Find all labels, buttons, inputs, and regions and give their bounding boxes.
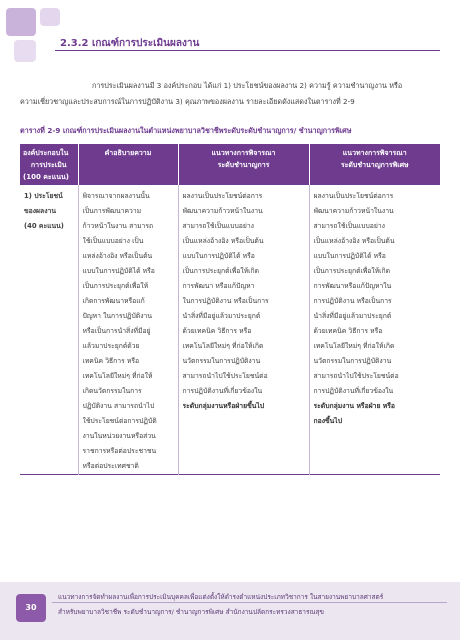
level-2-emphasis-1: ระดับกลุ่มงาน หรือฝ่าย หรือ [313, 402, 396, 410]
section-title: 2.3.2 เกณฑ์การประเมินผลงาน [60, 38, 200, 49]
level-1-cell: ผลงานเป็นประโยชน์ต่อการ พัฒนาความก้าวหน้าในงาน สามารถใช้เป็นแบบอย่าง เป็นแหล่งอ้างอิง หรือเป็นต้น แบบในการปฏิบัติได้ หรือ เป็นการประยุกต์เพื่อให้เกิด การพัฒนา หรือแก้ปัญหา ในการปฏิบัติงาน หรือเป็นการ นำสิ่งที่มีอยู่แล้วมาประยุกต์ ด้วยเทคนิค วิธีการ หรือ เทคโนโลยีใหม่ๆ ที่ก่อให้เกิด นวัตกรรมในการปฏิบัติงาน สามารถนำไปใช้ประโยชน์ต่อ การปฏิบัติงานที่เกี่ยวข้องใน ระดับกลุ่มงานหรือฝ่ายขึ้นไป [178, 185, 309, 475]
header-level-1: แนวทางการพิจารณา ระดับชำนาญการ [178, 144, 309, 185]
section-rule [55, 50, 440, 51]
footer-title-line-2: สำหรับพยาบาลวิชาชีพ ระดับชำนาญการ/ ชำนาญการพิเศษ สำนักงานปลัดกระทรวงสาธารณสุข [58, 608, 324, 616]
table-caption: ตารางที่ 2-9 เกณฑ์การประเมินผลงานในตำแหน่งพยาบาลวิชาชีพระดับระดับชำนาญการ/ ชำนาญการพิเศษ [20, 126, 352, 135]
footer-divider [52, 602, 447, 603]
level-2-emphasis-2: กองขึ้นไป [313, 417, 343, 425]
intro-paragraph-line-1: การประเมินผลงานมี 3 องค์ประกอบ ได้แก่ 1) ประโยชน์ของผลงาน 2) ความรู้ ความชำนาญงาน หรือ [92, 81, 403, 90]
page-number: 30 [16, 594, 46, 622]
table-header-row [20, 144, 440, 185]
header-level-2: แนวทางการพิจารณา ระดับชำนาญการพิเศษ [309, 144, 440, 185]
decor-square-2 [40, 8, 60, 26]
table-row [20, 185, 440, 475]
footer-title-line-1: แนวทางการจัดทำผลงานเพื่อการประเมินบุคคลเพื่อแต่งตั้งให้ดำรงตำแหน่งประเภทวิชาการ ในสายงานพยาบาลศาสตร์ [58, 593, 384, 601]
decor-square-3 [14, 40, 36, 62]
level-2-cell: ผลงานเป็นประโยชน์ต่อการ พัฒนาความก้าวหน้าในงาน สามารถใช้เป็นแบบอย่าง เป็นแหล่งอ้างอิง หรือเป็นต้น แบบในการปฏิบัติได้ หรือ เป็นการประยุกต์เพื่อให้เกิด การพัฒนาหรือแก้ปัญหาใน การปฏิบัติงาน หรือเป็นการ นำสิ่งที่มีอยู่แล้วมาประยุกต์ ด้วยเทคนิค วิธีการ หรือ เทคโนโลยีใหม่ๆ ที่ก่อให้เกิด นวัตกรรมในการปฏิบัติงาน สามารถนำไปใช้ประโยชน์ต่อ การปฏิบัติงานที่เกี่ยวข้องใน ระดับกลุ่มงาน หรือฝ่าย หรือ กองขึ้นไป [309, 185, 440, 475]
description-cell: พิจารณาจากผลงานนั้น เป็นการพัฒนาความ ก้าวหน้าในงาน สามารถ ใช้เป็นแบบอย่าง เป็น แหล่งอ้างอิง หรือเป็นต้น แบบในการปฏิบัติได้ หรือ เป็นการประยุกต์เพื่อให้ เกิดการพัฒนาหรือแก้ ปัญหา ในการปฏิบัติงาน หรือเป็นการนำสิ่งที่มีอยู่ แล้วมาประยุกต์ด้วย เทคนิค วิธีการ หรือ เทคโนโลยีใหม่ๆ ที่ก่อให้ เกิดนวัตกรรมในการ ปฏิบัติงาน สามารถนำไป ใช้ประโยชน์ต่อการปฏิบัติ งานในหน่วยงานหรือส่วน ราชการหรือต่อประชาชน หรือต่อประเทศชาติ [78, 185, 178, 475]
intro-paragraph-line-2: ความเชี่ยวชาญและประสบการณ์ในการปฏิบัติงาน 3) คุณภาพของผลงาน รายละเอียดดังแสดงในตารางที่ 2-9 [20, 97, 355, 106]
header-component: องค์ประกอบใน การประเมิน (100 คะแนน) [20, 144, 78, 185]
decor-square-1 [6, 8, 36, 36]
header-description: คำอธิบายความ [78, 144, 178, 185]
criteria-table [20, 144, 440, 475]
component-cell: 1) ประโยชน์ ของผลงาน (40 คะแนน) [20, 185, 78, 475]
level-1-emphasis: ระดับกลุ่มงานหรือฝ่ายขึ้นไป [182, 402, 265, 410]
